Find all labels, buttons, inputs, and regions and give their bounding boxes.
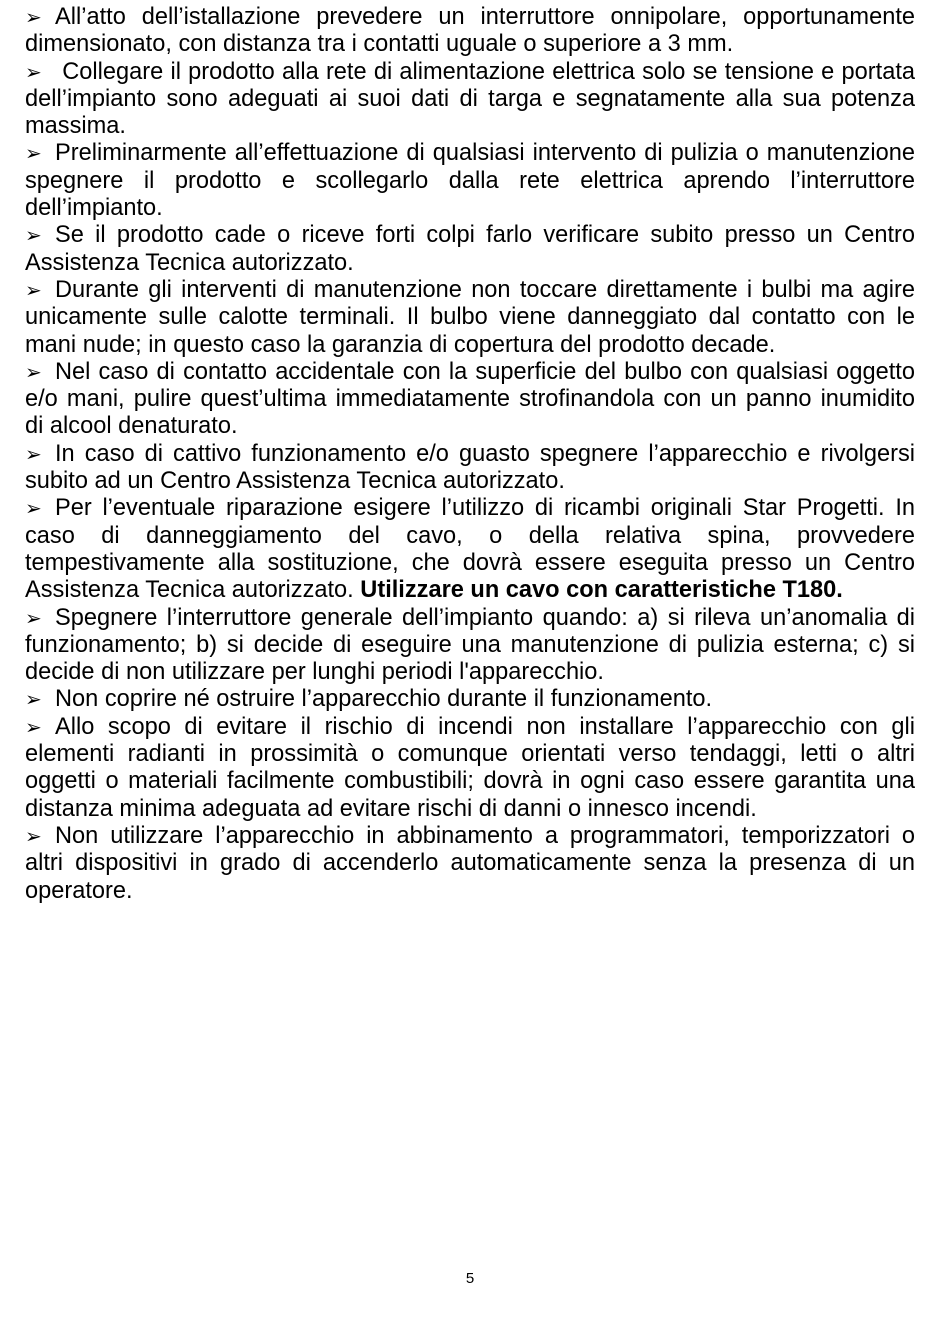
arrow-bullet-icon: ➢ (25, 714, 42, 739)
list-item (25, 495, 915, 604)
arrow-bullet-icon: ➢ (25, 359, 42, 384)
arrow-bullet-icon: ➢ (25, 687, 42, 712)
list-item (25, 359, 915, 441)
list-item (25, 714, 915, 823)
list-item (25, 4, 915, 59)
item-text: Durante gli interventi di manutenzione non toccare direttamente i bulbi ma agire unicamente sulle calotte terminali. Il bulbo viene danneggiato dal contatto con le mani nude; in questo caso la garanzia di copertura del prodotto decade. (25, 276, 915, 358)
list-item (25, 823, 915, 905)
list-item (25, 222, 915, 277)
item-text: Preliminarmente all’effettuazione di qualsiasi intervento di pulizia o manutenzione spegnere il prodotto e scollegarlo dalla rete elettrica aprendo l’interruttore dell’impianto. (25, 140, 915, 222)
item-text: Se il prodotto cade o riceve forti colpi farlo verificare subito presso un Centro Assistenza Tecnica autorizzato. (25, 222, 915, 276)
arrow-bullet-icon: ➢ (25, 441, 42, 466)
item-text: Nel caso di contatto accidentale con la superficie del bulbo con qualsiasi oggetto e/o mani, pulire quest’ultima immediatamente strofinandola con un panno inumidito di alcool denaturato. (25, 358, 915, 440)
arrow-bullet-icon: ➢ (25, 277, 42, 302)
arrow-bullet-icon: ➢ (25, 5, 42, 29)
list-item (25, 686, 915, 713)
list-item (25, 441, 915, 496)
item-text: Non coprire né ostruire l’apparecchio durante il funzionamento. (55, 686, 713, 713)
document-page (25, 4, 915, 905)
item-text: Per l’eventuale riparazione esigere l’utilizzo di ricambi originali Star Progetti. In caso di danneggiamento del cavo, o della relativa spina, provvedere tempestivamente alla sostituzione, che dovrà essere eseguita presso un Centro Assistenza Tecnica autorizzato. (25, 495, 915, 604)
list-item (25, 277, 915, 359)
item-text: Spegnere l’interruttore generale dell’impianto quando: a) si rileva un’anomalia di funzionamento; b) si decide di eseguire una manutenzione di pulizia esterna; c) si decide di non utilizzare per lunghi periodi l'apparecchio. (25, 604, 915, 686)
item-text: Collegare il prodotto alla rete di alimentazione elettrica solo se tensione e portata dell’impianto sono adeguati ai suoi dati di targa e segnatamente alla sua potenza massima. (25, 58, 915, 140)
list-item (25, 605, 915, 687)
arrow-bullet-icon: ➢ (25, 496, 42, 521)
item-bold-text: Utilizzare un cavo con caratteristiche T180. (360, 577, 843, 604)
arrow-bullet-icon: ➢ (25, 141, 42, 166)
arrow-bullet-icon: ➢ (25, 59, 42, 84)
arrow-bullet-icon: ➢ (25, 823, 42, 848)
item-text: All’atto dell’istallazione prevedere un interruttore onnipolare, opportunamente dimensionato, con distanza tra i contatti uguale o superiore a 3 mm. (25, 4, 915, 58)
item-text: Non utilizzare l’apparecchio in abbinamento a programmatori, temporizzatori o altri dispositivi in grado di accenderlo automaticamente senza la presenza di un operatore. (25, 822, 915, 904)
item-text: Allo scopo di evitare il rischio di incendi non installare l’apparecchio con gli elementi radianti in prossimità o comunque orientati verso tendaggi, letti o altri oggetti o materiali facilmente combustibili; dovrà in ogni caso essere garantita una distanza minima adeguata ad evitare rischi di danni o innesco incendi. (25, 713, 915, 822)
item-text: In caso di cattivo funzionamento e/o guasto spegnere l’apparecchio e rivolgersi subito ad un Centro Assistenza Tecnica autorizzato. (25, 440, 915, 495)
list-item (25, 59, 915, 141)
arrow-bullet-icon: ➢ (25, 223, 42, 248)
list-item (25, 140, 915, 222)
page-number: 5 (465, 1270, 475, 1287)
arrow-bullet-icon: ➢ (25, 605, 42, 630)
